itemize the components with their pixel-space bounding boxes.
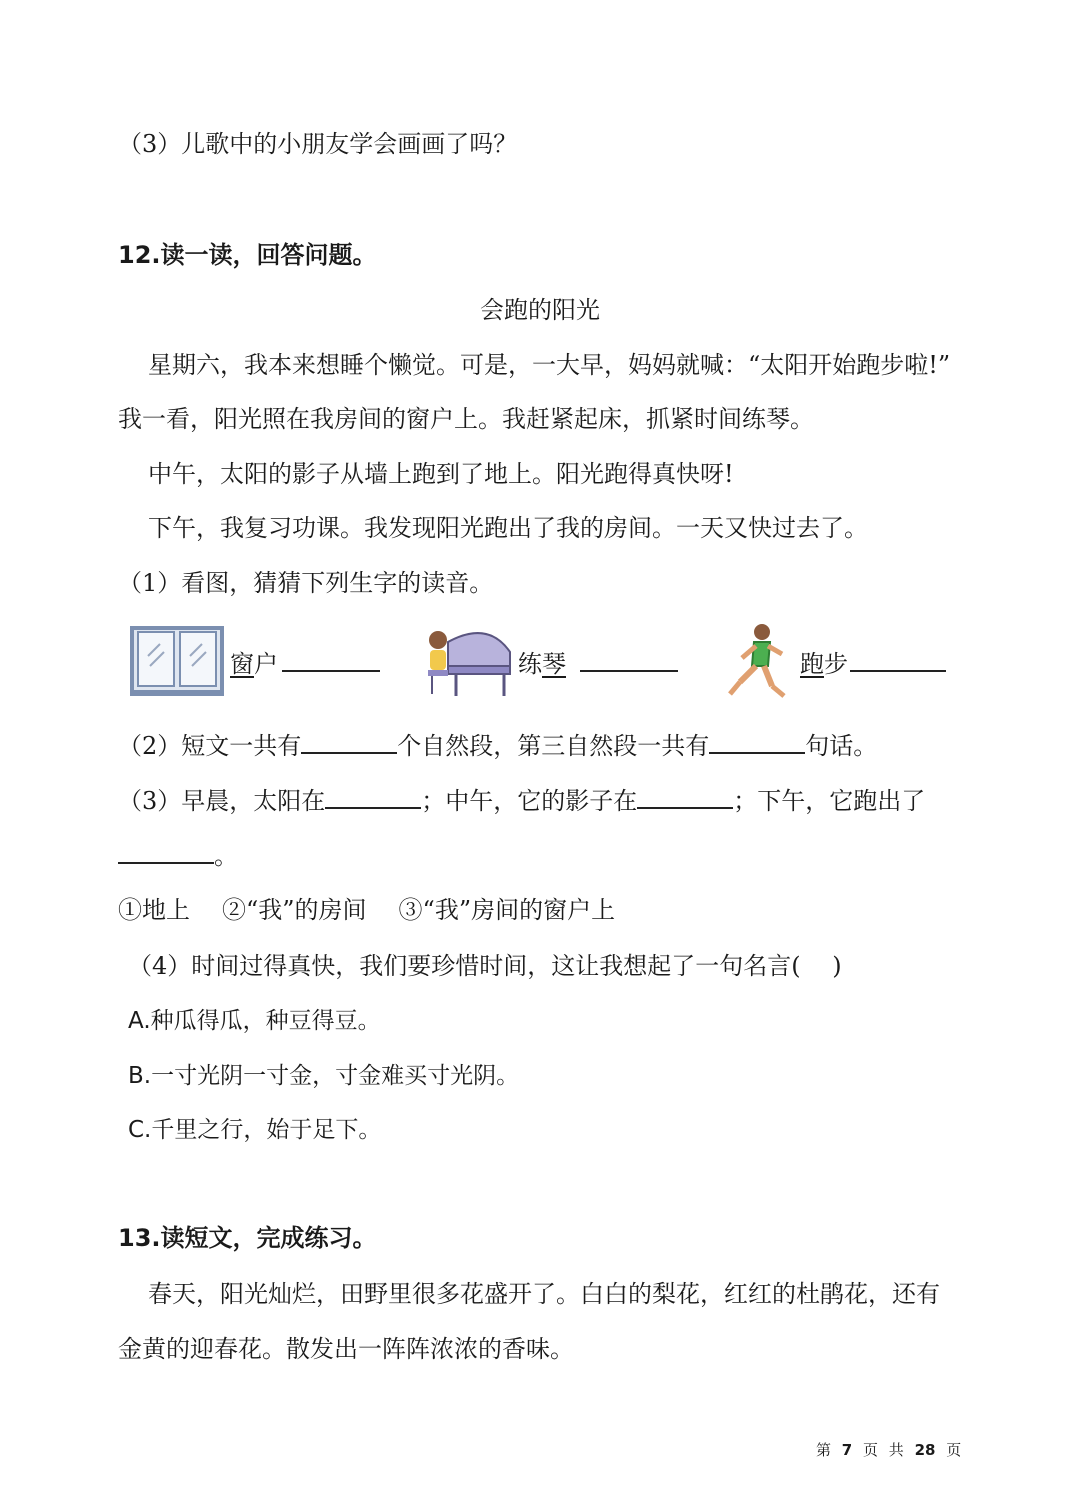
sub-question-3-line2: 。	[118, 840, 238, 872]
page-total: 28	[914, 1441, 936, 1459]
sub-question-3-line1: （3）早晨，太阳在 ；中午，它的影子在 ；下午，它跑出了	[118, 787, 926, 815]
choice-1: ①地上	[118, 896, 190, 924]
passage-title: 会跑的阳光	[480, 296, 600, 324]
window-icon	[130, 626, 224, 698]
choice-3: ③“我”房间的窗户上	[398, 896, 616, 924]
option-c: C.千里之行，始于足下。	[128, 1117, 382, 1143]
q13-passage-line2: 金黄的迎春花。散发出一阵阵浓浓的香味。	[118, 1335, 574, 1363]
passage-para2: 中午，太阳的影子从墙上跑到了地上。阳光跑得真快呀!	[148, 460, 734, 488]
prev-question-3: （3）儿歌中的小朋友学会画画了吗？	[118, 130, 518, 158]
question-13-heading: 13.读短文，完成练习。	[118, 1224, 377, 1252]
sub-question-4: （4）时间过得真快，我们要珍惜时间，这让我想起了一句名言( )	[128, 952, 842, 980]
passage-para1-line2: 我一看，阳光照在我房间的窗户上。我赶紧起床，抓紧时间练琴。	[118, 405, 814, 433]
page-number: 7	[841, 1441, 853, 1459]
choice-2: ②“我”的房间	[222, 896, 367, 924]
option-b: B.一寸光阴一寸金，寸金难买寸光阴。	[128, 1063, 520, 1089]
word-paobu: 跑步	[800, 648, 946, 680]
window-illustration	[130, 626, 224, 702]
question-12-heading: 12.读一读，回答问题。	[118, 241, 377, 269]
sub-question-2: （2）短文一共有 个自然段，第三自然段一共有 句话。	[118, 732, 878, 760]
q13-passage-line1: 春天，阳光灿烂，田野里很多花盛开了。白白的梨花，红红的杜鹃花，还有	[148, 1280, 940, 1308]
piano-illustration	[418, 622, 516, 702]
passage-para3: 下午，我复习功课。我发现阳光跑出了我的房间。一天又快过去了。	[148, 514, 868, 542]
runner-illustration	[722, 622, 792, 708]
option-a: A.种瓜得瓜，种豆得豆。	[128, 1008, 381, 1034]
word-chuanghu: 窗户	[230, 648, 380, 680]
piano-icon	[418, 622, 516, 698]
passage-para1-line1: 星期六，我本来想睡个懒觉。可是，一大早，妈妈就喊：“太阳开始跑步啦!”	[148, 351, 951, 379]
choice-list	[118, 894, 615, 926]
runner-icon	[722, 622, 792, 704]
sub-question-1: （1）看图，猜猜下列生字的读音。	[118, 569, 494, 597]
word-lianqin: 练琴	[518, 648, 678, 680]
page-footer: 第 7 页 共 28 页	[816, 1441, 962, 1459]
